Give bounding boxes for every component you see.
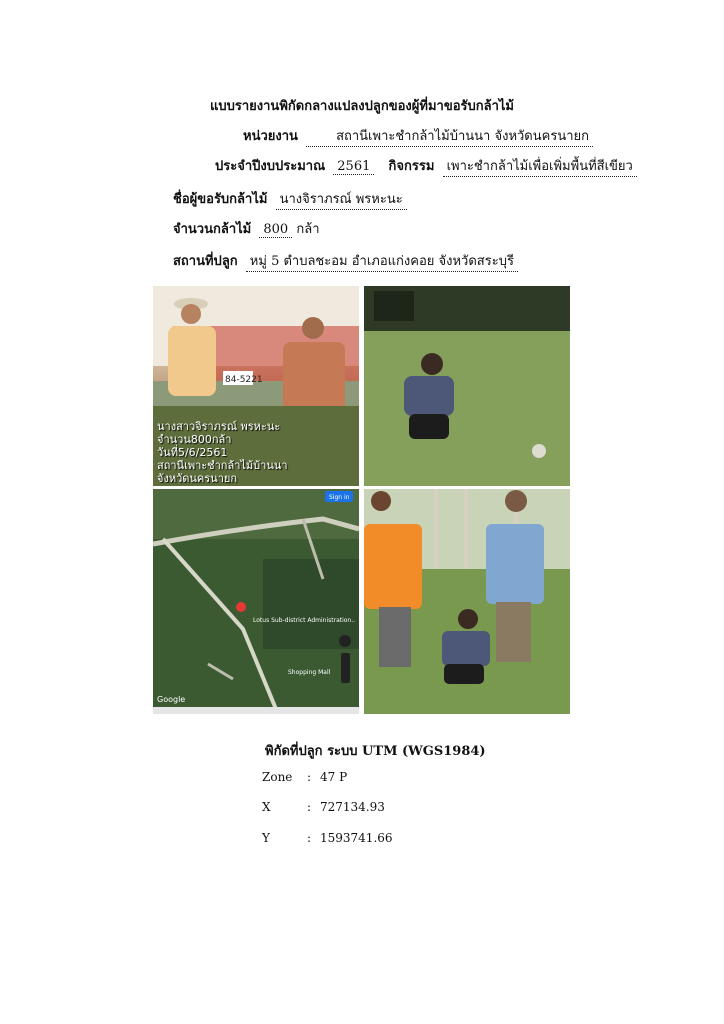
fiscal-year-label: ประจำปีงบประมาณ: [215, 159, 326, 174]
coord-colon: :: [307, 800, 312, 814]
coord-row-y: [262, 831, 462, 847]
google-logo: Google: [157, 695, 186, 704]
coordinates-heading: [265, 740, 486, 761]
place-label: Lotus Sub-district Administration..: [253, 617, 356, 624]
agency-label: หน่วยงาน: [243, 129, 298, 144]
coord-key: Zone: [262, 770, 293, 784]
recipient-value: นางจิราภรณ์ พรหะนะ: [276, 188, 407, 210]
location-value: หมู่ 5 ตำบลชะอม อำเภอแก่งคอย จังหวัดสระบุรี: [246, 250, 518, 272]
coord-colon: :: [307, 770, 312, 784]
caption-line: จำนวน800กล้า: [157, 433, 232, 446]
activity-label: กิจกรรม: [388, 159, 435, 174]
coord-row-x: [262, 800, 462, 816]
agency-value: สถานีเพาะชำกล้าไม้บ้านนา จังหวัดนครนายก: [306, 125, 593, 147]
seedlings-unit: กล้า: [296, 222, 320, 237]
seedlings-value: 800: [259, 222, 292, 238]
group-planting-scene: [364, 489, 570, 714]
recipient-label: ชื่อผู้ขอรับกล้าไม้: [173, 192, 268, 207]
photo-seedling-handover: [153, 286, 359, 486]
satellite-map: [153, 489, 359, 714]
coordinates-table: [262, 770, 462, 850]
photo-caption: [157, 420, 288, 485]
coord-value: 47 P: [320, 770, 348, 784]
caption-line: สถานีเพาะชำกล้าไม้บ้านนา: [157, 459, 288, 472]
coord-value: 1593741.66: [320, 831, 393, 845]
caption-line: วันที่5/6/2561: [157, 446, 228, 459]
recipient-row: [173, 188, 407, 210]
caption-line: จังหวัดนครนายก: [157, 472, 237, 485]
coord-colon: :: [307, 831, 312, 845]
seedlings-label: จำนวนกล้าไม้: [173, 222, 252, 237]
mall-label: Shopping Mall: [288, 669, 331, 676]
truck-plate: 84-5221: [225, 375, 263, 385]
caption-line: นางสาวจิราภรณ์ พรหะนะ: [157, 420, 281, 433]
activity-value: เพาะชำกล้าไม้เพื่อเพิ่มพื้นที่สีเขียว: [443, 155, 637, 177]
seedlings-row: [173, 218, 320, 239]
location-label: สถานที่ปลูก: [173, 254, 238, 269]
planting-scene: [364, 286, 570, 486]
agency-row: [243, 125, 593, 147]
compass-icon[interactable]: [339, 635, 351, 647]
coordinates-heading-text: พิกัดที่ปลูก ระบบ UTM (WGS1984): [265, 744, 486, 759]
report-title: แบบรายงานพิกัดกลางแปลงปลูกของผู้ที่มาขอรับกล้าไม้: [210, 99, 514, 114]
map-view[interactable]: [153, 489, 359, 714]
fiscal-year-value: 2561: [333, 159, 374, 175]
coord-key: Y: [262, 831, 270, 845]
zoom-control[interactable]: [341, 653, 350, 683]
coord-value: 727134.93: [320, 800, 385, 814]
fiscal-activity-row: [215, 155, 637, 177]
coord-row-zone: [262, 770, 462, 786]
photo-group-planting: [364, 489, 570, 714]
map-pin-icon[interactable]: [236, 602, 246, 612]
photo-planting: [364, 286, 570, 486]
location-row: [173, 250, 518, 272]
sign-in-label: Sign in: [329, 494, 350, 501]
coord-key: X: [262, 800, 271, 814]
